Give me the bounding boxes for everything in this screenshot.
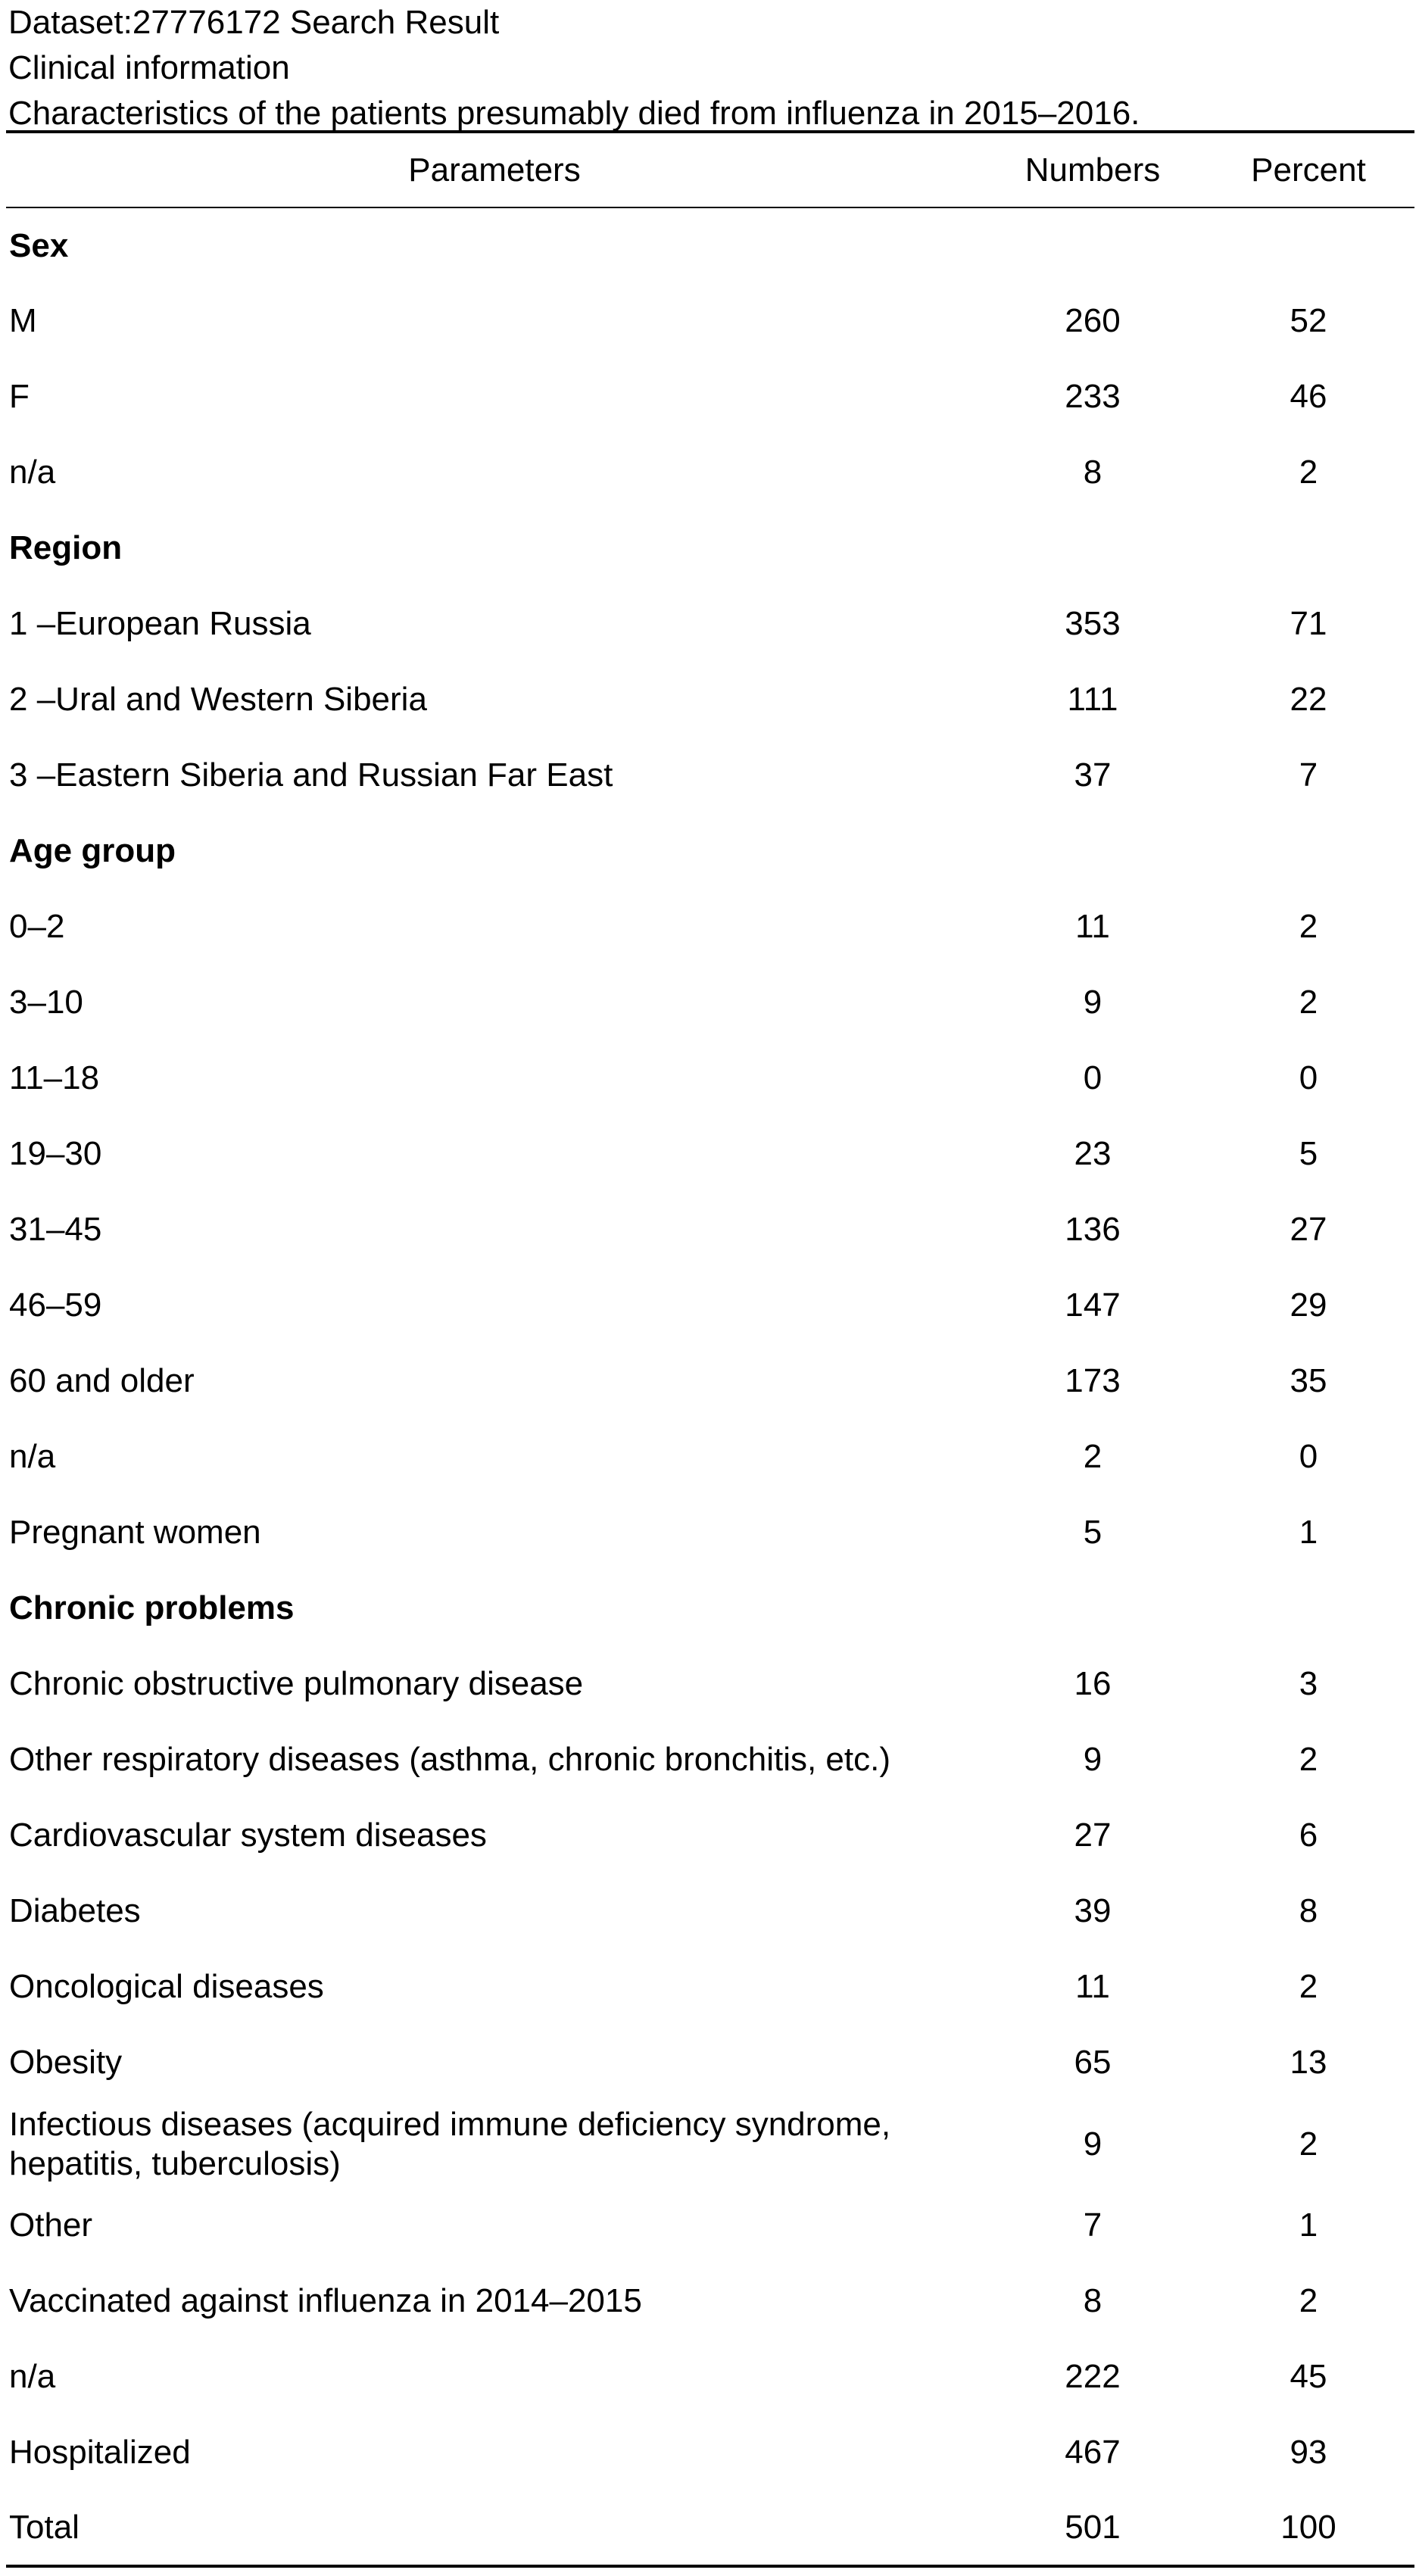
parameter-cell: Diabetes [9, 1892, 141, 1929]
numbers-cell: 11 [1075, 1968, 1110, 2005]
numbers-cell: 173 [1065, 1362, 1121, 1399]
parameter-cell: 3 –Eastern Siberia and Russian Far East [9, 756, 613, 794]
percent-cell: 2 [1299, 2125, 1318, 2163]
numbers-cell: 37 [1074, 756, 1112, 794]
numbers-cell: 0 [1083, 1059, 1102, 1096]
numbers-cell: 9 [1083, 1741, 1102, 1778]
percent-cell: 29 [1290, 1286, 1327, 1324]
parameter-cell: Chronic obstructive pulmonary disease [9, 1665, 584, 1702]
table-caption: Characteristics of the patients presumably died from influenza in 2015–2016. [8, 95, 1140, 132]
percent-cell: 2 [1299, 2282, 1318, 2319]
parameter-cell: Total [6, 2490, 983, 2566]
numbers-cell: 9 [1083, 2125, 1102, 2163]
percent-cell: 0 [1299, 1059, 1318, 1096]
numbers-cell: 467 [1065, 2434, 1121, 2471]
numbers-cell: 5 [1083, 1514, 1102, 1551]
column-header-numbers: Numbers [983, 132, 1202, 207]
percent-cell: 2 [1299, 908, 1318, 945]
numbers-cell: 39 [1074, 1892, 1112, 1929]
parameter-cell: 1 –European Russia [9, 605, 311, 642]
percent-cell: 2 [1299, 454, 1318, 491]
parameter-cell: 46–59 [9, 1286, 102, 1324]
parameter-cell: Vaccinated against influenza in 2014–2015 [9, 2282, 642, 2319]
table-row [6, 662, 1414, 738]
table-row [6, 1343, 1414, 1419]
table-row [6, 1495, 1414, 1570]
numbers-cell [983, 813, 1202, 889]
numbers-cell: 233 [1065, 378, 1121, 415]
table-row [6, 1419, 1414, 1495]
numbers-cell [983, 207, 1202, 283]
parameter-cell: M [9, 302, 37, 339]
numbers-cell [983, 510, 1202, 586]
section-label: Chronic problems [9, 1589, 295, 1626]
percent-cell: 27 [1290, 1211, 1327, 1248]
parameter-cell: Cardiovascular system diseases [9, 1817, 487, 1854]
section-label: Region [9, 529, 123, 566]
numbers-cell: 16 [1074, 1665, 1112, 1702]
percent-cell: 45 [1290, 2358, 1327, 2395]
percent-cell: 2 [1299, 984, 1318, 1021]
numbers-cell: 111 [1067, 681, 1118, 718]
table-row [6, 1798, 1414, 1873]
percent-cell: 6 [1299, 1817, 1318, 1854]
parameter-cell: 19–30 [9, 1135, 102, 1172]
percent-cell: 71 [1290, 605, 1327, 642]
parameter-cell: 60 and older [9, 1362, 195, 1399]
table-row [6, 2263, 1414, 2339]
parameter-cell: 0–2 [9, 908, 65, 945]
table-row [6, 738, 1414, 813]
column-header-percent: Percent [1202, 132, 1414, 207]
section-header-row [6, 207, 1414, 283]
section-header-row [6, 1570, 1414, 1646]
dataset-title: Dataset:27776172 Search Result [8, 4, 500, 41]
table-row [6, 1722, 1414, 1798]
table-row [6, 2025, 1414, 2100]
parameter-cell: n/a [9, 2358, 56, 2395]
percent-cell [1202, 207, 1414, 283]
table-header-row [6, 132, 1414, 207]
section-label: Age group [9, 832, 176, 869]
column-header-parameters: Parameters [6, 132, 983, 207]
table-row [6, 889, 1414, 965]
percent-cell: 5 [1299, 1135, 1318, 1172]
numbers-cell: 65 [1074, 2044, 1112, 2081]
parameter-cell: Pregnant women [9, 1514, 261, 1551]
table-row [6, 2188, 1414, 2263]
parameter-cell: Hospitalized [9, 2434, 191, 2471]
percent-cell: 46 [1290, 378, 1327, 415]
percent-cell: 3 [1299, 1665, 1318, 1702]
table-row [6, 1949, 1414, 2025]
table-row [6, 1268, 1414, 1343]
section-header-row [6, 510, 1414, 586]
numbers-cell [983, 1570, 1202, 1646]
table-row [6, 586, 1414, 662]
percent-cell [1202, 510, 1414, 586]
numbers-cell: 353 [1065, 605, 1121, 642]
numbers-cell: 27 [1074, 1817, 1112, 1854]
parameter-cell: n/a [9, 454, 56, 491]
section-title: Clinical information [8, 49, 290, 86]
percent-cell [1202, 813, 1414, 889]
numbers-cell: 136 [1065, 1211, 1121, 1248]
table-row [6, 1192, 1414, 1268]
numbers-cell: 501 [983, 2490, 1202, 2566]
percent-cell [1202, 1570, 1414, 1646]
table-row [6, 283, 1414, 359]
table-row [6, 2415, 1414, 2490]
numbers-cell: 9 [1083, 984, 1102, 1021]
parameter-cell: Obesity [9, 2044, 123, 2081]
parameter-cell: Other [9, 2206, 93, 2244]
table-row [6, 359, 1414, 435]
percent-cell: 0 [1299, 1438, 1318, 1475]
table-row [6, 2490, 1414, 2566]
percent-cell: 1 [1299, 1514, 1318, 1551]
table-row [6, 965, 1414, 1040]
table-row [6, 1873, 1414, 1949]
parameter-cell: Infectious diseases (acquired immune deficiency syndrome, hepatitis, tuberculosis) [9, 2105, 891, 2182]
numbers-cell: 23 [1074, 1135, 1112, 1172]
percent-cell: 13 [1290, 2044, 1327, 2081]
parameter-cell: 3–10 [9, 984, 83, 1021]
percent-cell: 100 [1202, 2490, 1414, 2566]
document-header [8, 0, 1140, 136]
numbers-cell: 147 [1065, 1286, 1121, 1324]
parameter-cell: F [9, 378, 30, 415]
numbers-cell: 222 [1065, 2358, 1121, 2395]
table-row [6, 2100, 1414, 2188]
percent-cell: 2 [1299, 1968, 1318, 2005]
table-row [6, 2339, 1414, 2415]
percent-cell: 7 [1299, 756, 1318, 794]
parameter-cell: 2 –Ural and Western Siberia [9, 681, 427, 718]
numbers-cell: 8 [1083, 454, 1102, 491]
numbers-cell: 260 [1065, 302, 1121, 339]
numbers-cell: 8 [1083, 2282, 1102, 2319]
parameter-cell: Oncological diseases [9, 1968, 324, 2005]
parameter-cell: 11–18 [9, 1059, 100, 1096]
percent-cell: 2 [1299, 1741, 1318, 1778]
percent-cell: 52 [1290, 302, 1327, 339]
table-row [6, 1040, 1414, 1116]
percent-cell: 8 [1299, 1892, 1318, 1929]
numbers-cell: 2 [1083, 1438, 1102, 1475]
patient-characteristics-table [6, 130, 1414, 2568]
table-row [6, 1646, 1414, 1722]
parameter-cell: 31–45 [9, 1211, 102, 1248]
numbers-cell: 7 [1083, 2206, 1102, 2244]
table-row [6, 1116, 1414, 1192]
parameter-cell: n/a [9, 1438, 56, 1475]
percent-cell: 1 [1299, 2206, 1318, 2244]
section-header-row [6, 813, 1414, 889]
section-label: Sex [9, 226, 69, 264]
percent-cell: 22 [1290, 681, 1327, 718]
parameter-cell: Other respiratory diseases (asthma, chronic bronchitis, etc.) [9, 1741, 891, 1778]
table-row [6, 435, 1414, 510]
numbers-cell: 11 [1075, 908, 1110, 945]
percent-cell: 35 [1290, 1362, 1327, 1399]
percent-cell: 93 [1290, 2434, 1327, 2471]
